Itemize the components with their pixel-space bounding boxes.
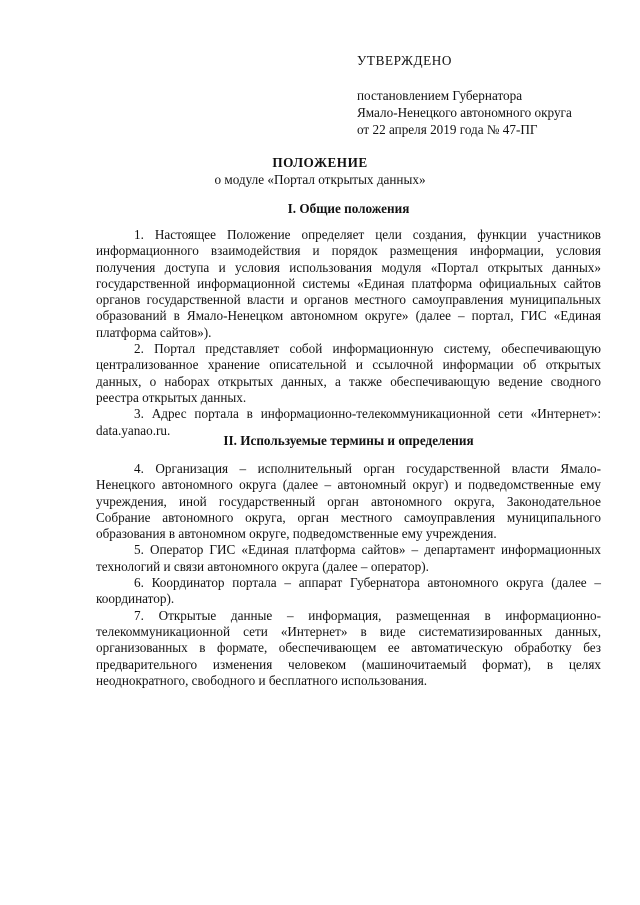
approval-line: Ямало-Ненецкого автономного округа (357, 105, 572, 120)
section-2-body (96, 461, 601, 689)
paragraph: 6. Координатор портала – аппарат Губернатора автономного округа (далее – координатор). (96, 575, 601, 607)
paragraph: 2. Портал представляет собой информационную систему, обеспечивающую централизованное хранение описательной и ссылочной информации об открытых данных, о наборах открытых данных, а также обеспечивающую ведение сводного реестра открытых данных. (96, 341, 601, 405)
document-title (0, 154, 640, 188)
approval-line: постановлением Губернатора (357, 88, 523, 103)
paragraph: 7. Открытые данные – информация, размещенная в информационно-телекоммуникационной сети «Интернет» в виде систематизированных данных, организованных в формате, обеспечивающем ее автоматическую обработку без предварительного изменения человеком (машиночитаемый формат), в целях неоднократного, свободного и бесплатного использования. (96, 607, 601, 688)
paragraph: 3. Адрес портала в информационно-телекоммуникационной сети «Интернет»: data.yanao.ru. (96, 406, 601, 438)
approval-line: от 22 апреля 2019 года № 47-ПГ (357, 122, 538, 137)
section-1-heading: I. Общие положения (287, 201, 410, 216)
section-1-body (96, 227, 601, 439)
approval-block (357, 52, 627, 138)
section-2-heading: II. Используемые термины и определения (223, 433, 474, 448)
paragraph: 4. Организация – исполнительный орган государственной власти Ямало-Ненецкого автономного округа (далее – автономный округ) и подведомственные ему учреждения, иной государственный орган автономного округа, Законодательное Собрание автономного округа, орган местного самоуправления муниципального образования в автономном округе, подведомственные ему учреждения. (96, 461, 601, 542)
title-sub: о модуле «Портал открытых данных» (214, 172, 426, 187)
title-main: ПОЛОЖЕНИЕ (272, 155, 368, 170)
approval-heading: УТВЕРЖДЕНО (357, 53, 453, 68)
paragraph: 1. Настоящее Положение определяет цели создания, функции участников информационного взаимодействия и порядок размещения информации, условия получения доступа и условия использования модуля «Портал открытых данных» государственной информационной системы «Единая платформа официальных сайтов органов государственной власти и органов местного самоуправления муниципальных образований в Ямало-Ненецком автономном округе» (далее – портал, ГИС «Единая платформа сайтов»). (96, 227, 601, 340)
paragraph: 5. Оператор ГИС «Единая платформа сайтов» – департамент информационных технологий и связи автономного округа (далее – оператор). (96, 542, 601, 574)
